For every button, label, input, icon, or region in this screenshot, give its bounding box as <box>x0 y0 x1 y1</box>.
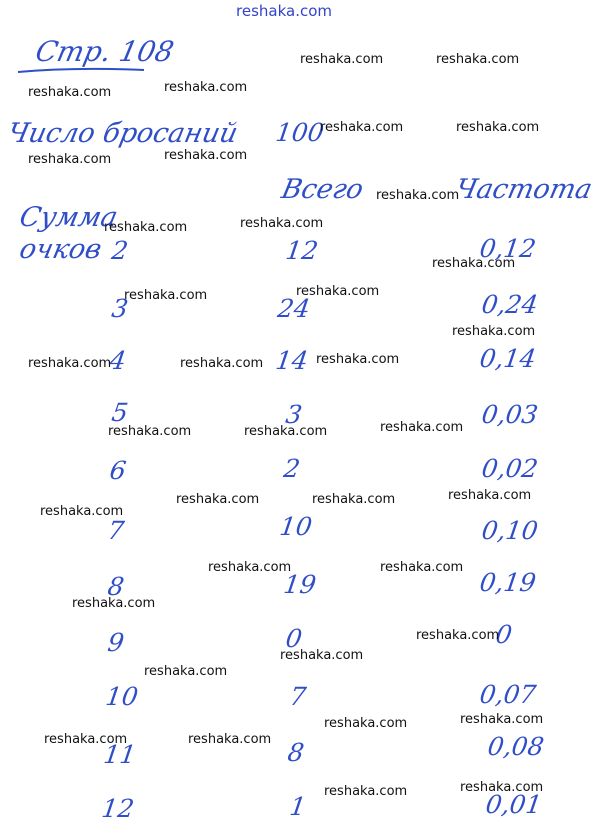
row-frequency: 0,24 <box>479 290 540 319</box>
watermark: reshaka.com <box>72 596 156 611</box>
watermark: reshaka.com <box>280 648 364 663</box>
watermark: reshaka.com <box>208 560 292 575</box>
row-total: 12 <box>283 236 320 265</box>
watermark: reshaka.com <box>320 120 404 135</box>
watermark: reshaka.com <box>380 560 464 575</box>
watermark: reshaka.com <box>460 712 544 727</box>
sum-label-line1: Сумма <box>16 202 121 233</box>
watermark: reshaka.com <box>380 420 464 435</box>
watermark: reshaka.com <box>176 492 260 507</box>
watermark: reshaka.com <box>316 352 400 367</box>
watermark: reshaka.com <box>324 784 408 799</box>
column-header-frequency: Частота <box>452 174 595 205</box>
throws-label: Число бросаний <box>4 118 241 149</box>
row-frequency: 0,12 <box>477 234 538 263</box>
watermark: reshaka.com <box>164 148 248 163</box>
watermark: reshaka.com <box>296 284 380 299</box>
page-reference: Стр. 108 <box>32 35 177 68</box>
row-frequency: 0,07 <box>477 680 538 709</box>
watermark: reshaka.com <box>28 85 112 100</box>
watermark: reshaka.com <box>180 356 264 371</box>
row-sum: 9 <box>105 628 126 657</box>
watermark: reshaka.com <box>244 424 328 439</box>
row-total: 1 <box>287 792 308 821</box>
watermark: reshaka.com <box>144 664 228 679</box>
watermark: reshaka.com <box>460 780 544 795</box>
watermark: reshaka.com <box>432 256 516 271</box>
watermark: reshaka.com <box>300 52 384 67</box>
row-sum: 8 <box>105 572 126 601</box>
row-sum: 2 <box>109 236 130 265</box>
row-total: 19 <box>281 570 318 599</box>
watermark: reshaka.com <box>124 288 208 303</box>
row-frequency: 0,02 <box>479 454 540 483</box>
row-total: 8 <box>285 738 306 767</box>
row-frequency: 0,10 <box>479 516 540 545</box>
sum-label-line2: очков <box>16 234 105 265</box>
page-reference-underline <box>14 64 154 80</box>
watermark: reshaka.com <box>188 732 272 747</box>
row-total: 14 <box>273 346 310 375</box>
watermark: reshaka.com <box>240 216 324 231</box>
row-sum: 5 <box>109 398 130 427</box>
watermark: reshaka.com <box>104 220 188 235</box>
row-frequency: 0,08 <box>485 732 546 761</box>
watermark: reshaka.com <box>28 356 112 371</box>
row-sum: 4 <box>107 346 128 375</box>
watermark: reshaka.com <box>28 152 112 167</box>
row-frequency: 0,03 <box>479 400 540 429</box>
watermark: reshaka.com <box>44 732 128 747</box>
watermark-top: reshaka.com <box>236 2 332 20</box>
watermark: reshaka.com <box>456 120 540 135</box>
watermark: reshaka.com <box>448 488 532 503</box>
row-sum: 10 <box>103 682 140 711</box>
row-total: 2 <box>281 454 302 483</box>
watermark: reshaka.com <box>312 492 396 507</box>
row-sum: 11 <box>101 740 138 769</box>
row-sum: 6 <box>107 456 128 485</box>
watermark: reshaka.com <box>436 52 520 67</box>
row-frequency: 0,01 <box>483 790 544 819</box>
watermark: reshaka.com <box>40 504 124 519</box>
row-sum: 7 <box>105 516 126 545</box>
row-frequency: 0,14 <box>477 344 538 373</box>
row-total: 24 <box>275 294 312 323</box>
row-sum: 12 <box>99 794 136 823</box>
row-total: 0 <box>283 624 304 653</box>
row-sum: 3 <box>109 294 130 323</box>
row-frequency: 0 <box>493 620 514 649</box>
row-total: 3 <box>283 400 304 429</box>
row-frequency: 0,19 <box>477 568 538 597</box>
column-header-total: Всего <box>278 174 367 205</box>
watermark: reshaka.com <box>108 424 192 439</box>
row-total: 10 <box>277 512 314 541</box>
throws-total: 100 <box>273 118 326 147</box>
watermark: reshaka.com <box>416 628 500 643</box>
watermark: reshaka.com <box>324 716 408 731</box>
watermark: reshaka.com <box>452 324 536 339</box>
watermark: reshaka.com <box>164 80 248 95</box>
watermark: reshaka.com <box>376 188 460 203</box>
row-total: 7 <box>287 682 308 711</box>
